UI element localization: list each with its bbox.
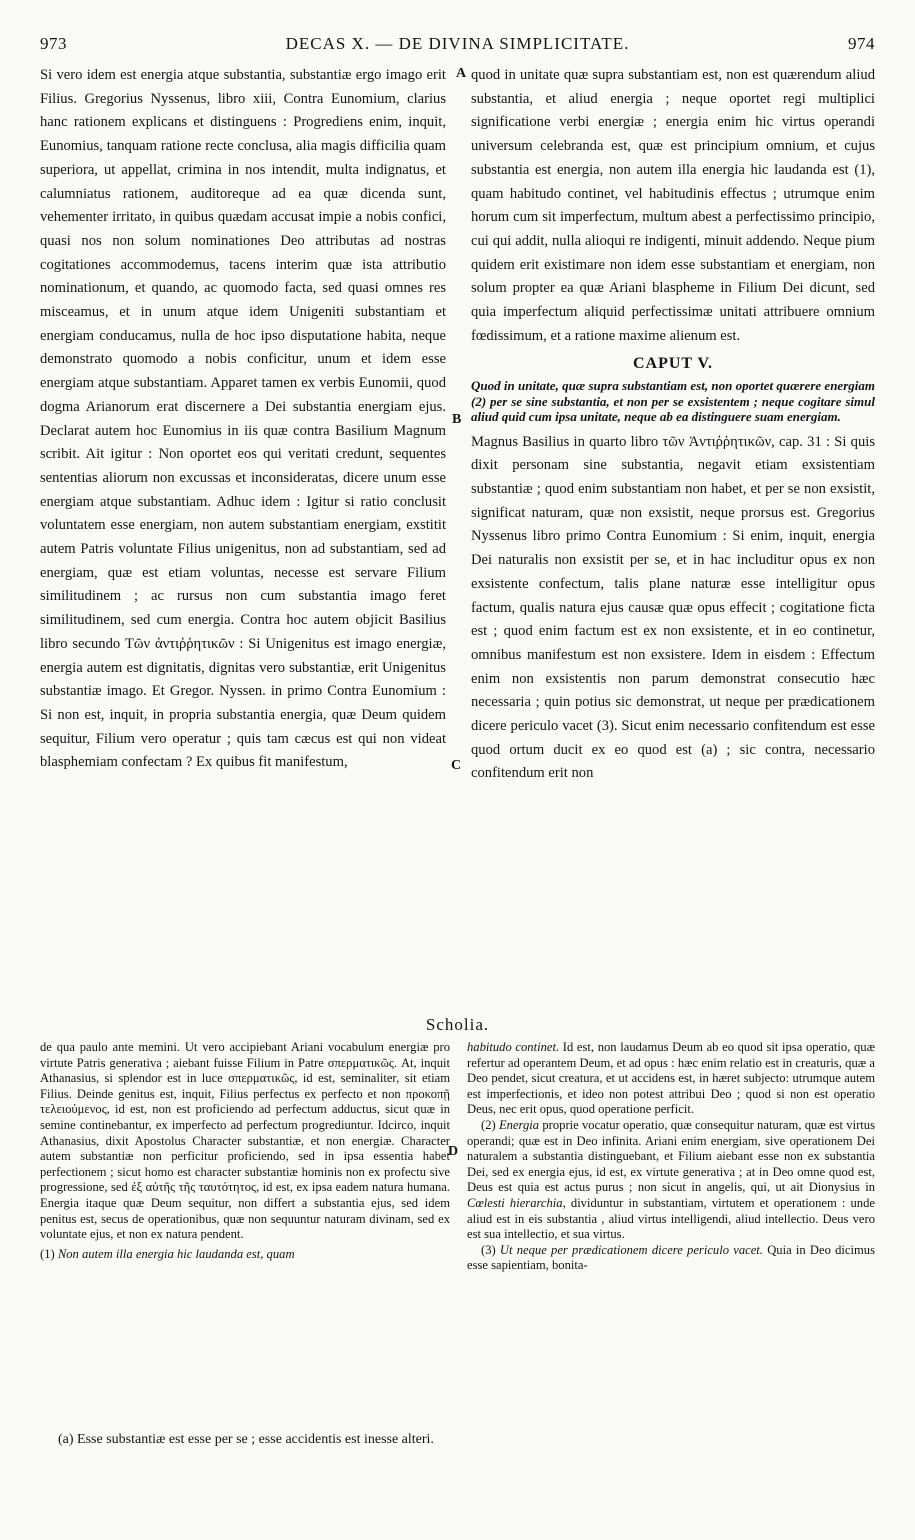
margin-marker-c: C (451, 758, 462, 773)
footnote-3-text: Quia in Deo dicimus esse sapientiam, bonita- (467, 1242, 875, 1273)
footnote-2-label: (2) (481, 1117, 496, 1132)
page-number-right: 974 (847, 34, 875, 53)
margin-marker-d: D (448, 1144, 459, 1159)
bottom-note: (a) Esse substantiæ est esse per se ; esse accidentis est inesse alteri. (58, 1432, 434, 1447)
scholia-heading: Scholia. (425, 1015, 490, 1034)
caput-title: CAPUT V. (632, 355, 714, 373)
right-column-text-after: Magnus Basilius in quarto libro τῶν Ἀντιῤῥητικῶν, cap. 31 : Si quis dixit personam sine substantia, negavit etiam exsistentiam substantiæ ; quod enim substantiam non habet, et per se non exsistit, significat naturam, quæ non exsistit, neque prorsus est. Gregorius Nyssenus libro primo Contra Eunomium : Si enim, inquit, energia Dei naturalis non exsistit per se, et in hac includitur opus ex non exsistente confectum, talis plane naturæ esse intelligitur opus factum, qualis natura ejus causæ quæ opus effecit ; cogitatione ficta est ; quod enim factum est ex non exsistente, et in eo continetur, omnibus manifestum est non exsistere. Idem in eisdem : Effectum enim non exsistentis non parum demonstrat consecutio hæc necessaria ; quin potius sic demonstrat, ut neque per prædicationem dicere periculo vacet (3). Sicut enim necessario confitendum est esse quod ortum ducit ex eo quod est (a) ; sic contra, necessario confitendum erit non (471, 433, 875, 782)
scholia-right-column (467, 1040, 875, 1274)
footnote-1-start (40, 1247, 450, 1263)
footnote-1-continuation (467, 1040, 875, 1118)
footnote-1-text: Id est, non laudamus Deum ab eo quod sit ipsa operatio, quæ refertur ad operantem Deum, et ad opus : hæc enim relatio est in creaturis, quæ a Deo pendet, sicut creatura, et ut accidens est, in hæret subjecto: utrumque autem est imperfectionis, et ideo non potest attribui Deo ; quod si non est operatio Deus, nec erit opus, quod operatione perficit. (467, 1040, 875, 1117)
footnote-2-text: proprie vocatur operatio, quæ consequitur naturam, quæ est virtus operandi; quæ est in Deo infinita. Ariani enim energiam, sive operationem Dei naturalem a substantia distinguebant, et Filium aiebant esse non ex substantia Dei, sed ex energia ejus, id est, ex virtute generativa ; at in Deo omne quod est, Deus est quia est actus purus ; non sicut in angelis, qui, ut ait Dionysius in (467, 1117, 875, 1195)
margin-marker-a: A (456, 66, 467, 81)
running-title: DECAS X. — DE DIVINA SIMPLICITATE. (285, 34, 630, 53)
page-header (40, 34, 875, 58)
footnote-2 (467, 1118, 875, 1243)
footnote-1-label: (1) (40, 1246, 55, 1261)
footnote-3-label: (3) (481, 1242, 496, 1257)
left-column (40, 64, 446, 775)
page-number-left: 973 (40, 34, 67, 53)
scholia-left-text: de qua paulo ante memini. Ut vero accipiebant Ariani vocabulum energiæ pro virtute Patris generativa ; aiebant fuisse Filium in Patre σπερματικῶς. At, inquit Athanasius, si splendor est in luce σπερματικῶς, id est, seminaliter, sit etiam Filius. Deinde genitus est, inquit, Filius perfectus ex perfecto et non προκοπῇ τελειούμενος, id est, non est proficiendo ad perfectum adductus, sicut quæ in semine continebantur, ex imperfecto ad perfectum progrediuntur. Idcirco, inquit Athanasius, dixit Apostolus Character substantiæ, et non energiæ. Character autem substantiæ non perficitur proficiendo, sed in ipsa essentia habet perfectionem ; sicut homo est character substantiæ hominis non ex profectu sive progressione, sed ἐξ αὐτῆς τῆς ταυτότητος, id est, ex ipsa eadem natura humana. Energia itaque quæ Deum sequitur, non differt a substantia ejus, sed idem penitus est, secus de operationibus, quæ non sequuntur naturam divinam, sed ex voluntate ejus, et non ex natura pendent. (40, 1040, 450, 1242)
caput-summary: Quod in unitate, quæ supra substantiam est, non oportet quærere energiam (2) per se sine substantia, et non per se exsistentem ; neque cogitare simul aliud quid cum ipsa unitate, neque ab ea distinguere suam energiam. (471, 378, 875, 425)
footnote-3 (467, 1243, 875, 1274)
right-column-text-before: quod in unitate quæ supra substantiam est, non est quærendum aliud substantia, et aliud energia ; neque oportet regi multiplici significatione verbi energiæ ; energia enim hic virtus operandi universum celebranda est, quæ est principium omnium, et cujus substantia est energia, non autem illa energia hic laudanda est (1), quam habitudo continet, vel habitudinis effectus ; utrumque enim horum cum sit imperfectum, multum abest a perfectissimo principio, cui qui addit, nulla alioqui re indigenti, minuit addendo. Neque pium quidem erit existimare non idem esse substantiam et energiam, non solum propter ea quæ Ariani blaspheme in Filium Dei dicunt, sed quia imperfectum aliquid perfectissimæ unitati attribuere omnium fœdissimum, et a ratione maxime alienum est. (471, 67, 875, 344)
footnote-2-lemma: Energia (498, 1117, 540, 1132)
footnote-3-lemma: Ut neque per prædicationem dicere periculo vacet. (499, 1242, 763, 1257)
left-column-text: Si vero idem est energia atque substantia, substantiæ ergo imago erit Filius. Gregorius Nyssenus, libro xiii, Contra Eunomium, clarius hanc rationem explicans et distinguens : Progrediens enim, inquit, Eunomius, tanquam ratione recte conclusa, alia magis difficilia quam superiora, ut appellat, crimina in nos intendit, multa indignatus, et calumniatus rationem, auditoreque ad ea quæ dicenda sunt, vehementer irritato, in quibus quædam accusat impie a nobis confici, quasi nos non solum nominationes Deo attributas ad nostras cogitationes accommodemus, tacens interim quæ ista attributio nominationum, et quando, ac quomodo facta, sed quasi omnes res misceamus, et in unum atque idem Unigeniti substantiam et energiam conducamus, nulla de hoc ipso disputatione habita, neque demonstrato quomodo a nobis conficitur, unum et idem esse energiam atque substantiam. Apparet tamen ex verbis Eunomii, quod dogma Arianorum erat discernere a Dei substantia energiam ejus. Declarat autem hoc Eunomius in iis quæ contra Basilium Magnum scribit. Ait igitur : Non oportet eos qui veritati credunt, sequentes sententias aliorum non excussas et inconsideratas, dicere unum esse energiam atque substantiam. Adhuc idem : Igitur si ratio conclusit voluntatem esse energiam, non autem substantiam energiam, exstitit autem Patris voluntate Filius unigenitus, non ad substantiam, sed ad energiam, quæ est etiam voluntas, necesse est servare Filium similitudinem ; ac rursus non cum substantia imago feret similitudinem, sed cum energia. Contra hoc autem objicit Basilius libro secundo Τῶν ἀντιῤῥητικῶν : Si Unigenitus est imago energiæ, energia autem est dignitatis, dignitas vero substantiæ, erit Unigenitus substantiæ imago. Et Gregor. Nyssen. in primo Contra Eunomium : Si non est, inquit, in propria substantia energia, quæ Deum quidem sequitur, Filium vero operatur ; quis tam cæcus est qui non videat blasphemiam confectam ? Ex quibus fit manifestum, (40, 67, 446, 771)
footnote-2-lemma-2: Cœlesti hierarchia, (467, 1195, 566, 1210)
footnote-1-lemma-continued: habitudo continet. (467, 1040, 560, 1054)
footnote-2-text-2: dividuntur in substantiam, virtutem et operationem : unde aliud est in eis substantia , aliud virtus intelligendi, aliud intellectio. Deus vero est sua intellectio, et sua virtus. (467, 1195, 875, 1242)
margin-marker-b: B (452, 412, 462, 427)
scholia-left-column (40, 1040, 450, 1262)
footnote-1-lemma: Non autem illa energia hic laudanda est, quam (57, 1246, 295, 1261)
right-column (471, 64, 875, 786)
